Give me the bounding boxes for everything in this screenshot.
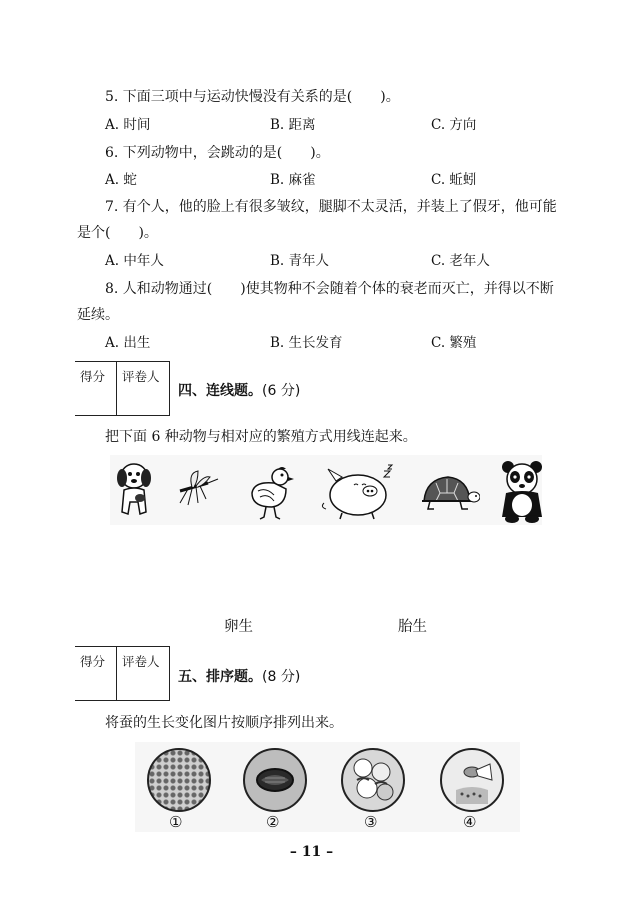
q8-option-a[interactable]: A. 出生 <box>105 335 151 351</box>
dog-icon[interactable] <box>110 460 158 520</box>
chicken-icon[interactable] <box>248 463 294 521</box>
q5-option-c[interactable]: C. 方向 <box>431 117 477 133</box>
question-7-line2: 是个( )。 <box>77 225 158 241</box>
silkworm-moth-image[interactable] <box>440 748 504 812</box>
silkworm-cocoon-image[interactable] <box>243 748 307 812</box>
question-7-line1: 7. 有个人，他的脸上有很多皱纹，腿脚不太灵活，并装上了假牙，他可能 <box>105 199 557 215</box>
score-box-section5 <box>75 646 170 701</box>
q6-option-c[interactable]: C. 蚯蚓 <box>431 172 477 188</box>
question-5: 5. 下面三项中与运动快慢没有关系的是( )。 <box>105 89 400 105</box>
turtle-icon[interactable] <box>418 471 480 515</box>
silkworm-eggs-image[interactable] <box>147 748 211 812</box>
q7-option-c[interactable]: C. 老年人 <box>431 253 490 269</box>
question-6: 6. 下列动物中，会跳动的是( )。 <box>105 145 330 161</box>
section5-title: 五、排序题。(8 分) <box>178 669 301 685</box>
question-8-line2: 延续。 <box>77 307 119 323</box>
pig-icon[interactable] <box>318 463 396 521</box>
score-box-section4 <box>75 361 170 416</box>
q6-option-b[interactable]: B. 麻雀 <box>270 172 316 188</box>
score-label: 得分 <box>80 654 106 669</box>
silkworm-larvae-image[interactable] <box>341 748 405 812</box>
category-viviparous[interactable]: 胎生 <box>398 619 427 635</box>
grader-label: 评卷人 <box>122 654 160 669</box>
animal-strip <box>110 455 542 525</box>
grader-label: 评卷人 <box>122 369 160 384</box>
category-oviparous[interactable]: 卵生 <box>224 619 253 635</box>
q7-option-a[interactable]: A. 中年人 <box>105 253 164 269</box>
page-number: – 11 – <box>289 844 334 860</box>
q8-option-b[interactable]: B. 生长发育 <box>270 335 343 351</box>
q6-option-a[interactable]: A. 蛇 <box>105 172 137 188</box>
section4-instruction: 把下面 6 种动物与相对应的繁殖方式用线连起来。 <box>105 429 417 445</box>
q5-option-b[interactable]: B. 距离 <box>270 117 316 133</box>
panda-icon[interactable] <box>498 459 546 523</box>
section5-instruction: 将蚕的生长变化图片按顺序排列出来。 <box>105 715 343 731</box>
stage-label-3: ③ <box>364 813 378 831</box>
section4-title: 四、连线题。(6 分) <box>178 383 301 399</box>
q7-option-b[interactable]: B. 青年人 <box>270 253 330 269</box>
stage-label-2: ② <box>266 813 280 831</box>
stage-label-1: ① <box>169 813 183 831</box>
stage-label-4: ④ <box>463 813 477 831</box>
q8-option-c[interactable]: C. 繁殖 <box>431 335 477 351</box>
silkworm-strip <box>135 742 520 832</box>
question-8-line1: 8. 人和动物通过( )使其物种不会随着个体的衰老而灭亡，并得以不断 <box>105 281 554 297</box>
q5-option-a[interactable]: A. 时间 <box>105 117 151 133</box>
mosquito-icon[interactable] <box>170 469 220 509</box>
score-label: 得分 <box>80 369 106 384</box>
